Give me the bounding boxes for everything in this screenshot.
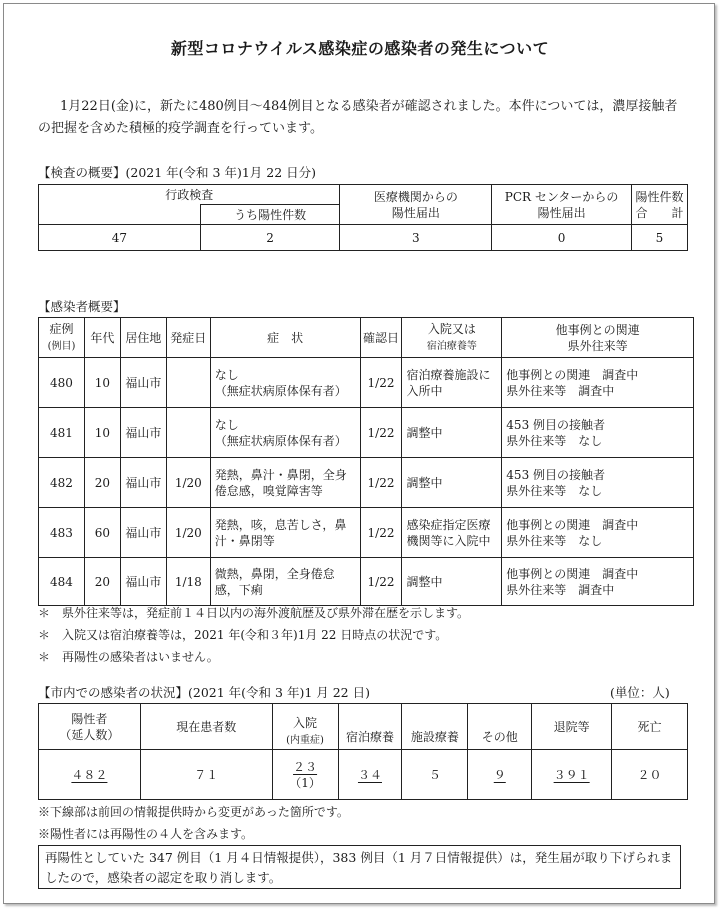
- cases-header-age: 年代: [84, 318, 120, 358]
- city-value-other: ９: [468, 750, 532, 800]
- cases-header-residence: 居住地: [120, 318, 166, 358]
- city-unit: (単位：人): [610, 685, 670, 700]
- city-value-discharged: ３９１: [532, 750, 612, 800]
- city-value-hospital: ２３ （1）: [272, 750, 338, 800]
- case-onset: 1/18: [166, 558, 210, 606]
- case-relation: 453 例目の接触者 県外往来等 なし: [502, 408, 694, 458]
- case-hospitalization: 感染症指定医療 機関等に入院中: [402, 508, 502, 558]
- case-confirmed: 1/22: [360, 408, 402, 458]
- testing-table: [38, 184, 688, 251]
- case-age: 10: [84, 358, 120, 408]
- case-hospitalization: 調整中: [402, 458, 502, 508]
- case-no: 480: [39, 358, 85, 408]
- cases-header-case-no: 症例 (例目): [39, 318, 85, 358]
- cases-header-hospitalization: 入院又は 宿泊療養等: [402, 318, 502, 358]
- testing-header-total: 陽性件数 合 計: [631, 185, 687, 225]
- city-value-death: ２０: [612, 750, 688, 800]
- cases-note-3: ＊ 再陽性の感染者はいません。: [38, 650, 219, 664]
- case-confirmed: 1/22: [360, 508, 402, 558]
- city-header-lodging: 宿泊療養: [338, 704, 402, 750]
- case-age: 10: [84, 408, 120, 458]
- case-confirmed: 1/22: [360, 458, 402, 508]
- case-symptoms: 発熱，鼻汁・鼻閉，全身 倦怠感，嗅覚障害等: [210, 458, 360, 508]
- case-hospitalization: 宿泊療養施設に 入所中: [402, 358, 502, 408]
- intro-paragraph: 1月22日(金)に，新たに480例目～484例目となる感染者が確認されました。本件については，濃厚接触者の把握を含めた積極的疫学調査を行っています。: [38, 99, 678, 136]
- case-symptoms: 発熱，咳，息苦しさ，鼻 汁・鼻閉等: [210, 508, 360, 558]
- case-relation: 他事例との関連 調査中 県外往来等 調査中: [502, 358, 694, 408]
- cases-header-confirmed: 確認日: [360, 318, 402, 358]
- case-symptoms: なし （無症状病原体保有者）: [210, 408, 360, 458]
- case-hospitalization: 調整中: [402, 558, 502, 606]
- testing-header-admin: 行政検査: [39, 185, 340, 205]
- case-no: 481: [39, 408, 85, 458]
- cases-table: [38, 317, 694, 606]
- case-no: 484: [39, 558, 85, 606]
- case-age: 60: [84, 508, 120, 558]
- testing-section-label: 【検査の概要】(2021 年(令和 3 年)1月 22 日分): [38, 165, 316, 180]
- testing-header-admin-spacer: [39, 205, 201, 225]
- testing-header-medical: 医療機関からの 陽性届出: [340, 185, 492, 225]
- case-residence: 福山市: [120, 458, 166, 508]
- testing-header-admin-positive: うち陽性件数: [200, 205, 340, 225]
- case-relation: 他事例との関連 調査中 県外往来等 なし: [502, 508, 694, 558]
- case-no: 483: [39, 508, 85, 558]
- city-section-label: 【市内での感染者の状況】(2021 年(令和 3 年)1 月 22 日): [38, 685, 370, 700]
- case-relation: 他事例との関連 調査中 県外往来等 調査中: [502, 558, 694, 606]
- city-header-discharged: 退院等: [532, 704, 612, 750]
- case-onset: [166, 408, 210, 458]
- testing-value-admin-positive: 2: [200, 225, 340, 251]
- table-row: [39, 358, 694, 408]
- cases-header-relation: 他事例との関連 県外往来等: [502, 318, 694, 358]
- testing-value-pcr: 0: [492, 225, 632, 251]
- table-row: [39, 558, 694, 606]
- city-header-positive: 陽性者 （延人数）: [39, 704, 141, 750]
- page-title: 新型コロナウイルス感染症の感染者の発生について: [170, 39, 550, 58]
- case-confirmed: 1/22: [360, 358, 402, 408]
- cases-header-onset: 発症日: [166, 318, 210, 358]
- testing-value-medical: 3: [340, 225, 492, 251]
- case-hospitalization: 調整中: [402, 408, 502, 458]
- table-row: [39, 408, 694, 458]
- testing-value-total: 5: [631, 225, 687, 251]
- case-age: 20: [84, 558, 120, 606]
- case-no: 482: [39, 458, 85, 508]
- city-value-lodging: ３４: [338, 750, 402, 800]
- city-note-1: ※下線部は前回の情報提供時から変更があった箇所です。: [38, 805, 349, 819]
- case-confirmed: 1/22: [360, 558, 402, 606]
- city-header-hospital: 入院 (内重症): [272, 704, 338, 750]
- table-row: [39, 458, 694, 508]
- city-table: [38, 703, 688, 800]
- case-age: 20: [84, 458, 120, 508]
- city-header-other: その他: [468, 704, 532, 750]
- cases-header-symptoms: 症 状: [210, 318, 360, 358]
- withdrawal-notice: 再陽性としていた 347 例目（1 月４日情報提供），383 例目（1 月７日情報提供）は，発生届が取り下げられましたので，感染者の認定を取り消します。: [38, 845, 681, 889]
- city-header-current: 現在患者数: [140, 704, 272, 750]
- city-value-facility: ５: [402, 750, 468, 800]
- case-residence: 福山市: [120, 558, 166, 606]
- case-onset: [166, 358, 210, 408]
- testing-header-pcr: PCR センターからの 陽性届出: [492, 185, 632, 225]
- case-relation: 453 例目の接触者 県外往来等 なし: [502, 458, 694, 508]
- table-row: [39, 508, 694, 558]
- testing-value-admin: 47: [39, 225, 201, 251]
- city-header-facility: 施設療養: [402, 704, 468, 750]
- city-header-death: 死亡: [612, 704, 688, 750]
- cases-note-1: ＊ 県外往来等は，発症前１４日以内の海外渡航歴及び県外滞在歴を示します。: [38, 606, 470, 620]
- case-onset: 1/20: [166, 458, 210, 508]
- case-residence: 福山市: [120, 408, 166, 458]
- case-symptoms: 微熱，鼻閉，全身倦怠 感，下痢: [210, 558, 360, 606]
- city-value-current: ７１: [140, 750, 272, 800]
- case-onset: 1/20: [166, 508, 210, 558]
- case-symptoms: なし （無症状病原体保有者）: [210, 358, 360, 408]
- city-note-2: ※陽性者には再陽性の４人を含みます。: [38, 827, 254, 841]
- city-value-positive: ４８２: [39, 750, 141, 800]
- cases-note-2: ＊ 入院又は宿泊療養等は，2021 年(令和３年)1月 22 日時点の状況です。: [38, 628, 448, 642]
- case-residence: 福山市: [120, 358, 166, 408]
- case-residence: 福山市: [120, 508, 166, 558]
- cases-section-label: 【感染者概要】: [38, 299, 126, 314]
